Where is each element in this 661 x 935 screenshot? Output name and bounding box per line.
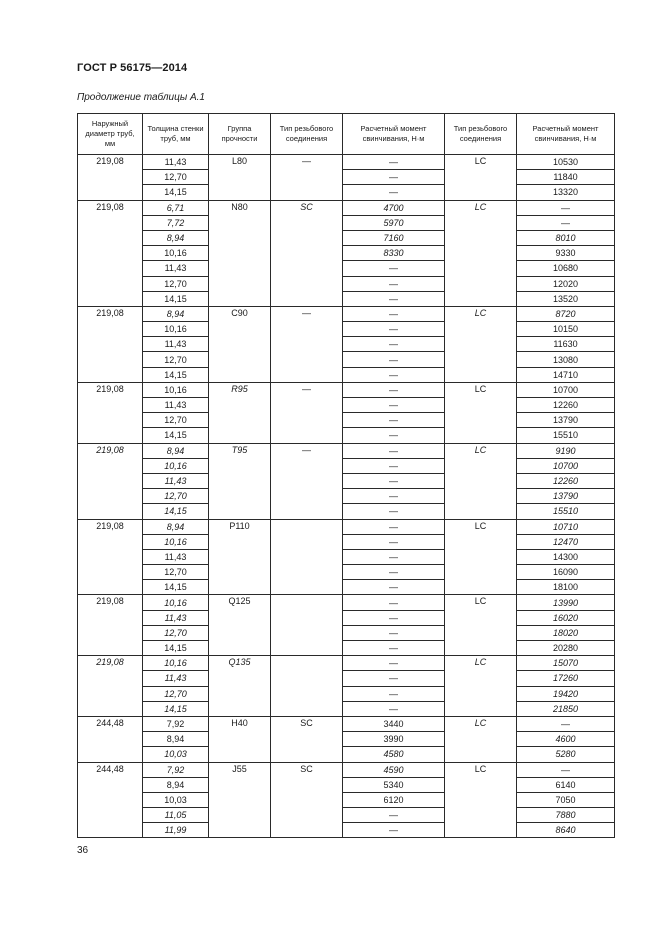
wall-thickness-cell: 11,43 [143,549,209,564]
makeup-torque-1-cell: 3440 [343,716,445,731]
table-row [78,382,615,397]
makeup-torque-2-cell: 10530 [517,155,615,170]
makeup-torque-1-cell: — [343,155,445,170]
strength-grade-cell: R95 [209,382,271,443]
makeup-torque-1-cell: — [343,337,445,352]
outer-diameter-cell: 219,08 [78,155,143,201]
makeup-torque-2-cell: — [517,200,615,215]
wall-thickness-cell: 10,16 [143,458,209,473]
makeup-torque-1-cell: — [343,549,445,564]
strength-grade-cell: C90 [209,306,271,382]
makeup-torque-1-cell: — [343,443,445,458]
wall-thickness-cell: 10,03 [143,747,209,762]
makeup-torque-2-cell: 10700 [517,458,615,473]
makeup-torque-2-cell: 10700 [517,382,615,397]
table-row [78,170,615,185]
wall-thickness-cell: 10,16 [143,656,209,671]
makeup-torque-1-cell: 5340 [343,777,445,792]
makeup-torque-1-cell: 6120 [343,792,445,807]
makeup-torque-2-cell: 13520 [517,291,615,306]
document-title: ГОСТ Р 56175—2014 [77,62,188,74]
makeup-torque-2-cell: 20280 [517,641,615,656]
makeup-torque-2-cell: 9330 [517,246,615,261]
table-row [78,565,615,580]
makeup-torque-2-cell: 13790 [517,413,615,428]
table-row [78,777,615,792]
table-row [78,610,615,625]
strength-grade-cell: Q135 [209,656,271,717]
makeup-torque-2-cell: 16020 [517,610,615,625]
makeup-torque-1-cell: — [343,458,445,473]
wall-thickness-cell: 10,16 [143,595,209,610]
makeup-torque-2-cell: 12260 [517,473,615,488]
header-thread-type-2: Тип резьбового соединения [445,114,517,155]
makeup-torque-1-cell: — [343,473,445,488]
thread-type-2-cell: LC [445,716,517,762]
makeup-torque-1-cell: — [343,428,445,443]
makeup-torque-2-cell: 10150 [517,322,615,337]
thread-type-1-cell: — [271,155,343,201]
table-row [78,732,615,747]
makeup-torque-1-cell: — [343,534,445,549]
table-row [78,534,615,549]
wall-thickness-cell: 12,70 [143,625,209,640]
wall-thickness-cell: 7,72 [143,215,209,230]
table-row [78,246,615,261]
page-number: 36 [77,845,89,856]
table-row [78,185,615,200]
thread-type-2-cell: LC [445,762,517,838]
makeup-torque-1-cell: 4580 [343,747,445,762]
makeup-torque-1-cell: — [343,413,445,428]
wall-thickness-cell: 6,71 [143,200,209,215]
table-row [78,580,615,595]
table-row [78,656,615,671]
makeup-torque-2-cell: 7880 [517,808,615,823]
makeup-torque-2-cell: — [517,716,615,731]
table-row [78,549,615,564]
table-row [78,458,615,473]
makeup-torque-1-cell: — [343,170,445,185]
wall-thickness-cell: 8,94 [143,443,209,458]
makeup-torque-2-cell: 21850 [517,701,615,716]
thread-type-1-cell: SC [271,200,343,306]
wall-thickness-cell: 11,43 [143,337,209,352]
wall-thickness-cell: 10,16 [143,382,209,397]
table-row [78,367,615,382]
makeup-torque-1-cell: — [343,291,445,306]
thread-type-1-cell: — [271,382,343,443]
table-row [78,625,615,640]
wall-thickness-cell: 7,92 [143,762,209,777]
header-wall-thickness: Толщина стенки труб, мм [143,114,209,155]
wall-thickness-cell: 10,16 [143,322,209,337]
wall-thickness-cell: 14,15 [143,291,209,306]
wall-thickness-cell: 12,70 [143,489,209,504]
thread-type-2-cell: LC [445,155,517,201]
table-row [78,291,615,306]
table-row [78,322,615,337]
thread-type-1-cell: — [271,443,343,519]
makeup-torque-1-cell: — [343,519,445,534]
wall-thickness-cell: 11,43 [143,155,209,170]
makeup-torque-2-cell: 14300 [517,549,615,564]
makeup-torque-1-cell: — [343,504,445,519]
table-row [78,489,615,504]
wall-thickness-cell: 14,15 [143,367,209,382]
outer-diameter-cell: 219,08 [78,595,143,656]
thread-type-2-cell: LC [445,306,517,382]
thread-type-2-cell: LC [445,519,517,595]
thread-type-2-cell: LC [445,656,517,717]
outer-diameter-cell: 219,08 [78,200,143,306]
makeup-torque-1-cell: — [343,671,445,686]
makeup-torque-2-cell: 12260 [517,398,615,413]
outer-diameter-cell: 244,48 [78,762,143,838]
makeup-torque-2-cell: 15070 [517,656,615,671]
makeup-torque-2-cell: 13790 [517,489,615,504]
thread-type-2-cell: LC [445,443,517,519]
makeup-torque-2-cell: 11840 [517,170,615,185]
outer-diameter-cell: 219,08 [78,306,143,382]
thread-type-1-cell [271,656,343,717]
table-row [78,792,615,807]
table-row [78,686,615,701]
table-header-row [78,114,615,155]
makeup-torque-2-cell: 12470 [517,534,615,549]
table-row [78,413,615,428]
wall-thickness-cell: 14,15 [143,185,209,200]
makeup-torque-2-cell: 6140 [517,777,615,792]
table-row [78,701,615,716]
makeup-torque-1-cell: — [343,641,445,656]
wall-thickness-cell: 11,43 [143,473,209,488]
makeup-torque-1-cell: — [343,625,445,640]
table-row [78,716,615,731]
table-row [78,519,615,534]
strength-grade-cell: N80 [209,200,271,306]
makeup-torque-1-cell: 4590 [343,762,445,777]
torque-table [77,113,615,838]
table-row [78,398,615,413]
makeup-torque-1-cell: — [343,398,445,413]
makeup-torque-2-cell: 10710 [517,519,615,534]
wall-thickness-cell: 11,43 [143,671,209,686]
strength-grade-cell: J55 [209,762,271,838]
thread-type-1-cell: SC [271,762,343,838]
makeup-torque-1-cell: — [343,306,445,321]
table-row [78,473,615,488]
table-row [78,352,615,367]
thread-type-1-cell [271,519,343,595]
wall-thickness-cell: 8,94 [143,777,209,792]
makeup-torque-2-cell: 5280 [517,747,615,762]
makeup-torque-1-cell: — [343,686,445,701]
table-row [78,762,615,777]
wall-thickness-cell: 12,70 [143,352,209,367]
outer-diameter-cell: 219,08 [78,519,143,595]
makeup-torque-2-cell: 10680 [517,261,615,276]
outer-diameter-cell: 219,08 [78,382,143,443]
outer-diameter-cell: 219,08 [78,443,143,519]
wall-thickness-cell: 11,43 [143,261,209,276]
table-row [78,276,615,291]
wall-thickness-cell: 12,70 [143,565,209,580]
makeup-torque-2-cell: 11630 [517,337,615,352]
header-thread-type-1: Тип резьбового соединения [271,114,343,155]
makeup-torque-1-cell: — [343,367,445,382]
makeup-torque-1-cell: 4700 [343,200,445,215]
wall-thickness-cell: 14,15 [143,641,209,656]
wall-thickness-cell: 8,94 [143,732,209,747]
makeup-torque-1-cell: — [343,595,445,610]
wall-thickness-cell: 14,15 [143,580,209,595]
wall-thickness-cell: 12,70 [143,170,209,185]
makeup-torque-1-cell: 8330 [343,246,445,261]
thread-type-2-cell: LC [445,595,517,656]
outer-diameter-cell: 244,48 [78,716,143,762]
makeup-torque-2-cell: 17260 [517,671,615,686]
wall-thickness-cell: 12,70 [143,413,209,428]
makeup-torque-2-cell: 7050 [517,792,615,807]
makeup-torque-1-cell: — [343,382,445,397]
table-caption: Продолжение таблицы А.1 [77,92,205,103]
makeup-torque-1-cell: — [343,565,445,580]
header-makeup-torque-1: Расчетный момент свинчивания, Н·м [343,114,445,155]
outer-diameter-cell: 219,08 [78,656,143,717]
makeup-torque-2-cell: 15510 [517,428,615,443]
table-row [78,671,615,686]
table-row [78,747,615,762]
strength-grade-cell: Q125 [209,595,271,656]
table-row [78,428,615,443]
wall-thickness-cell: 10,16 [143,246,209,261]
header-makeup-torque-2: Расчетный момент свинчивания, Н·м [517,114,615,155]
makeup-torque-1-cell: — [343,489,445,504]
thread-type-1-cell [271,595,343,656]
thread-type-2-cell: LC [445,200,517,306]
makeup-torque-2-cell: 15510 [517,504,615,519]
makeup-torque-2-cell: — [517,762,615,777]
makeup-torque-2-cell: 18020 [517,625,615,640]
header-outer-diameter: Наружный диаметр труб, мм [78,114,143,155]
makeup-torque-2-cell: 14710 [517,367,615,382]
makeup-torque-1-cell: — [343,352,445,367]
makeup-torque-1-cell: — [343,701,445,716]
table-row [78,306,615,321]
thread-type-1-cell: SC [271,716,343,762]
wall-thickness-cell: 14,15 [143,428,209,443]
makeup-torque-1-cell: — [343,261,445,276]
wall-thickness-cell: 10,03 [143,792,209,807]
table-row [78,595,615,610]
table-row [78,808,615,823]
makeup-torque-2-cell: 16090 [517,565,615,580]
table-body [78,155,615,838]
header-strength-grade: Группа прочности [209,114,271,155]
table-row [78,641,615,656]
wall-thickness-cell: 11,05 [143,808,209,823]
table-row [78,155,615,170]
thread-type-2-cell: LC [445,382,517,443]
makeup-torque-2-cell: 13990 [517,595,615,610]
wall-thickness-cell: 14,15 [143,701,209,716]
wall-thickness-cell: 11,43 [143,398,209,413]
strength-grade-cell: P110 [209,519,271,595]
table-row [78,215,615,230]
makeup-torque-1-cell: 5970 [343,215,445,230]
makeup-torque-2-cell: 9190 [517,443,615,458]
makeup-torque-2-cell: 19420 [517,686,615,701]
makeup-torque-1-cell: — [343,808,445,823]
wall-thickness-cell: 8,94 [143,519,209,534]
makeup-torque-2-cell: 8640 [517,823,615,838]
makeup-torque-1-cell: — [343,322,445,337]
makeup-torque-2-cell: 12020 [517,276,615,291]
table-row [78,337,615,352]
makeup-torque-1-cell: — [343,185,445,200]
wall-thickness-cell: 11,99 [143,823,209,838]
makeup-torque-2-cell: 13080 [517,352,615,367]
strength-grade-cell: L80 [209,155,271,201]
makeup-torque-1-cell: 7160 [343,230,445,245]
table-row [78,261,615,276]
wall-thickness-cell: 11,43 [143,610,209,625]
makeup-torque-2-cell: — [517,215,615,230]
table-row [78,200,615,215]
thread-type-1-cell: — [271,306,343,382]
wall-thickness-cell: 7,92 [143,716,209,731]
makeup-torque-2-cell: 4600 [517,732,615,747]
makeup-torque-2-cell: 13320 [517,185,615,200]
table-row [78,823,615,838]
table-row [78,443,615,458]
wall-thickness-cell: 8,94 [143,306,209,321]
wall-thickness-cell: 12,70 [143,686,209,701]
makeup-torque-1-cell: — [343,823,445,838]
makeup-torque-1-cell: — [343,610,445,625]
strength-grade-cell: T95 [209,443,271,519]
makeup-torque-1-cell: — [343,276,445,291]
wall-thickness-cell: 8,94 [143,230,209,245]
wall-thickness-cell: 12,70 [143,276,209,291]
makeup-torque-1-cell: — [343,580,445,595]
table-row [78,504,615,519]
wall-thickness-cell: 10,16 [143,534,209,549]
makeup-torque-2-cell: 8010 [517,230,615,245]
makeup-torque-1-cell: — [343,656,445,671]
makeup-torque-2-cell: 8720 [517,306,615,321]
strength-grade-cell: H40 [209,716,271,762]
wall-thickness-cell: 14,15 [143,504,209,519]
makeup-torque-2-cell: 18100 [517,580,615,595]
table-row [78,230,615,245]
makeup-torque-1-cell: 3990 [343,732,445,747]
